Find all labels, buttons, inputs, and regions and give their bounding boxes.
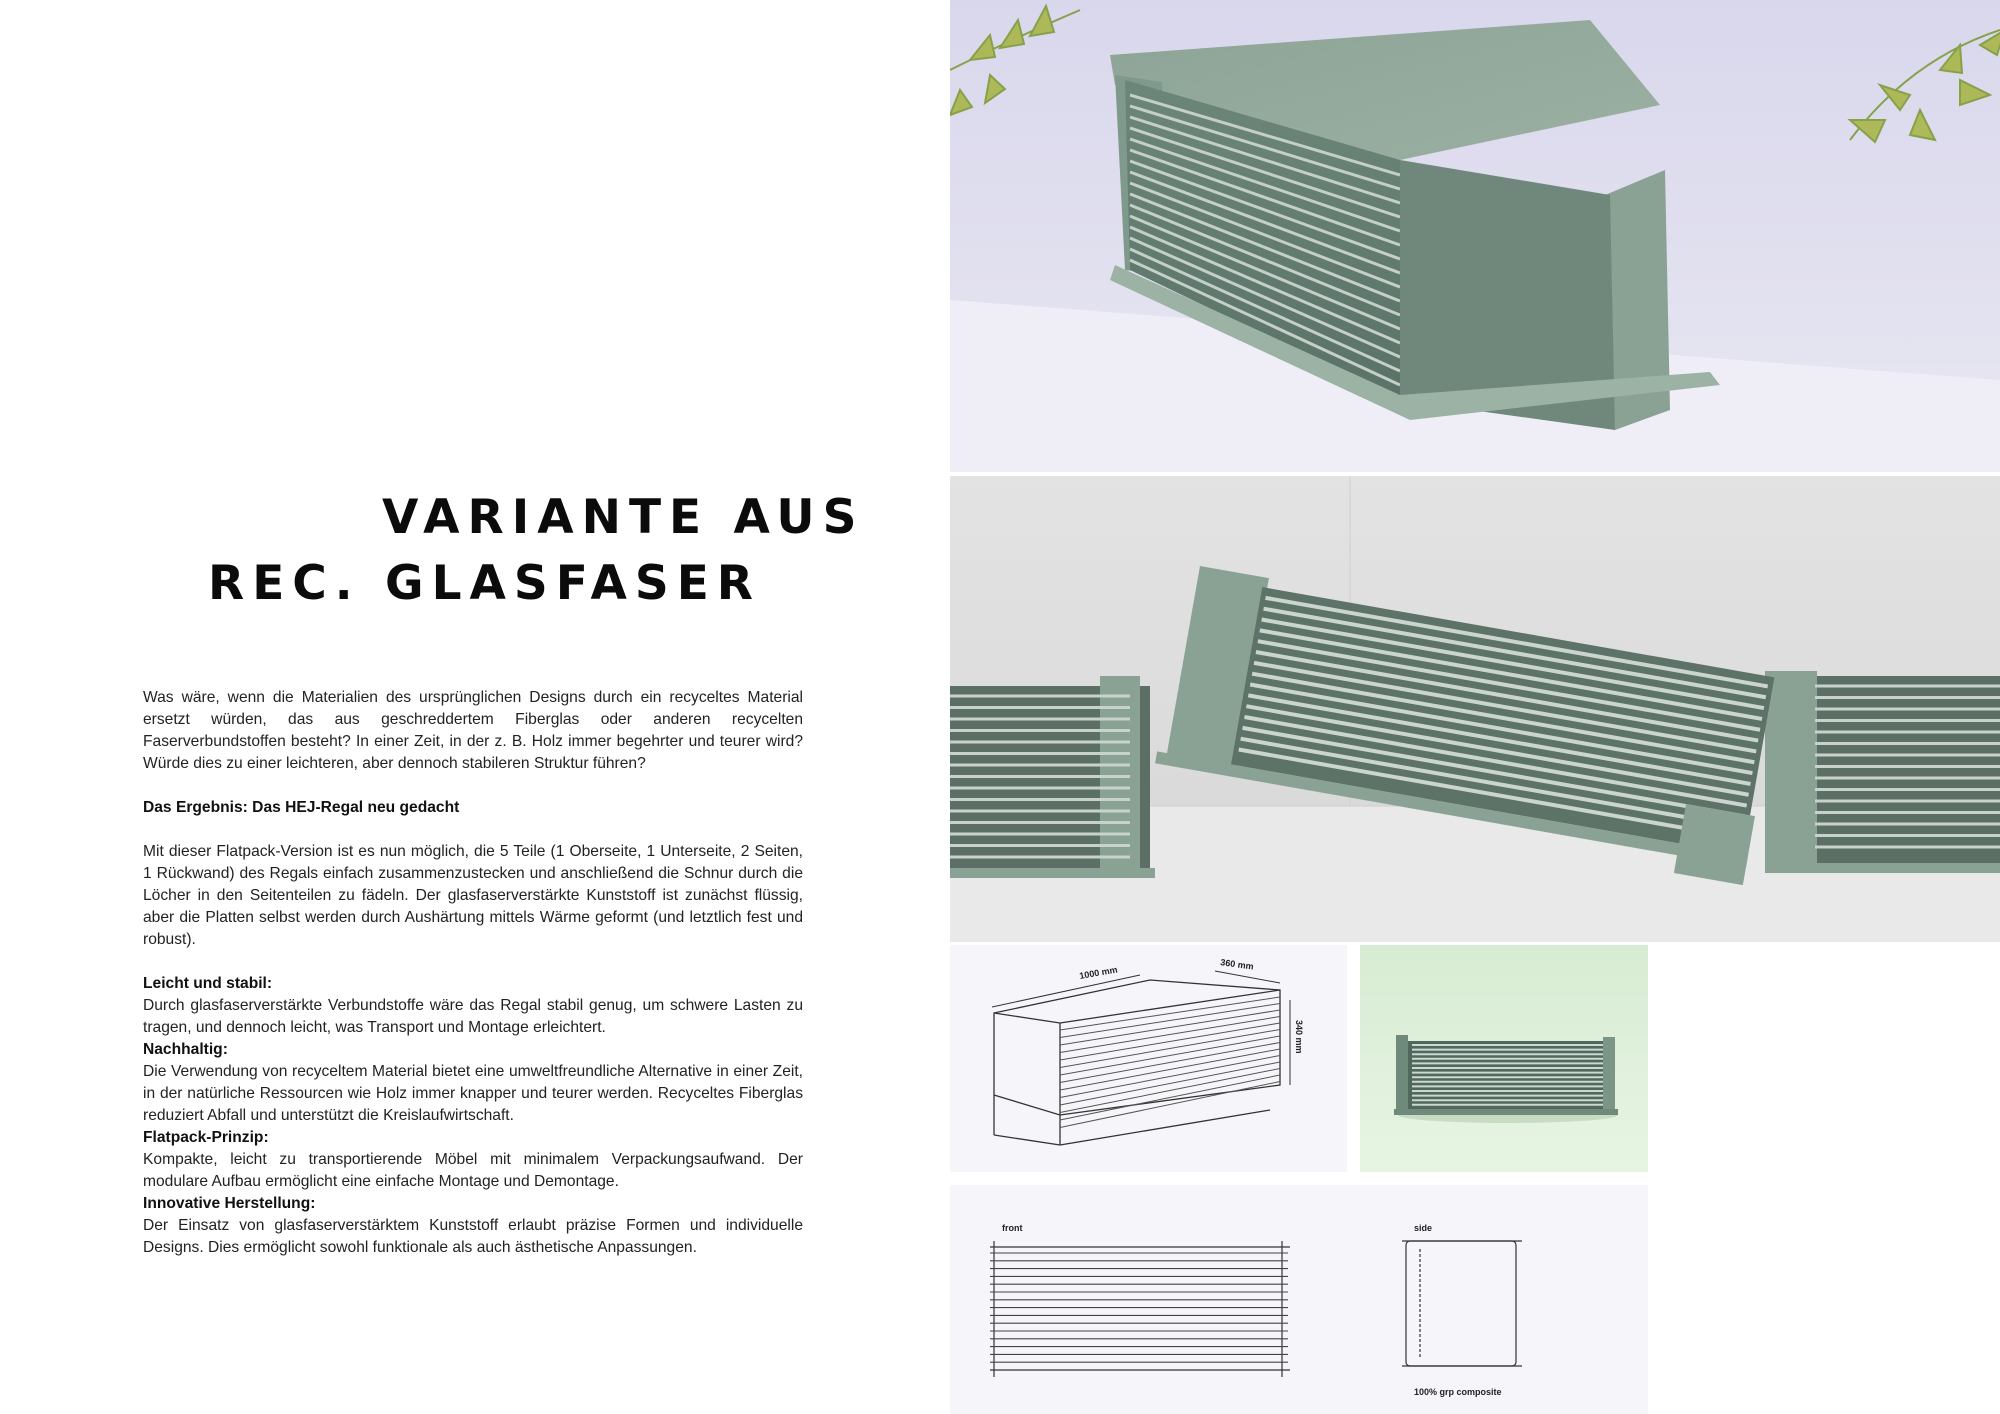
section-text-leicht: Durch glasfaserverstärkte Verbundstoffe wäre das Regal stabil genug, um schwere Lasten zu tragen, und dennoch leicht, was Transport und Montage erleichtert.: [143, 997, 803, 1036]
result-paragraph: Mit dieser Flatpack-Version ist es nun möglich, die 5 Teile (1 Oberseite, 1 Unterseite, 2 Seiten, 1 Rückwand) des Regals einfach zusammenzustecken und anschließend die Schnur durch die Löcher in den Seitenteilen zu fädeln. Der glasfaserverstärkte Kunststoff ist zunächst flüssig, aber die Platten selbst werden durch Aushärtung mittels Wärme geformt (und letztlich fest und robust).: [143, 843, 803, 948]
render-floating-shelves: [950, 476, 2000, 942]
section-text-herstellung: Der Einsatz von glasfaserverstärktem Kunststoff erlaubt präzise Formen und individuelle Designs. Dies ermöglicht sowohl funktionale als auch ästhetische Anpassungen.: [143, 1217, 803, 1256]
section-heading-leicht: Leicht und stabil:: [143, 975, 273, 992]
body-text: [143, 687, 803, 1259]
intro-paragraph: Was wäre, wenn die Materialien des ursprünglichen Designs durch ein recyceltes Material ersetzt würden, das aus geschreddertem Fiberglas oder anderen recycelten Faserverbundstoffen besteht? In einer Zeit, in der z. B. Holz immer begehrter und teurer wird? Würde dies zu einer leichteren, aber dennoch stabileren Struktur führen?: [143, 689, 803, 772]
depth-dimension-label: 360 mm: [1219, 957, 1255, 972]
width-dimension-label: 1000 mm: [1078, 964, 1119, 981]
page-title-line-2: REC. GLASFASER: [208, 556, 761, 611]
material-label: 100% grp composite: [1414, 1387, 1502, 1397]
section-heading-flatpack: Flatpack-Prinzip:: [143, 1129, 269, 1146]
side-view-label: side: [1414, 1223, 1433, 1233]
render-thumbnail-green: [1360, 945, 1648, 1172]
render-top-shelf: [950, 0, 2000, 472]
result-heading: Das Ergebnis: Das HEJ-Regal neu gedacht: [143, 799, 460, 816]
section-text-flatpack: Kompakte, leicht zu transportierende Möbel mit minimalem Verpackungsaufwand. Der modulare Aufbau ermöglicht eine einfache Montage und Demontage.: [143, 1151, 803, 1190]
front-view-label: front: [1002, 1223, 1023, 1233]
page-title-line-1: VARIANTE AUS: [382, 490, 865, 545]
slat-line: [1060, 1082, 1280, 1128]
front-side-drawing: [950, 1185, 1648, 1414]
slat-line: [1060, 1017, 1280, 1053]
slat-line: [1060, 997, 1280, 1030]
section-heading-nachhaltig: Nachhaltig:: [143, 1041, 228, 1058]
slat-line: [1060, 1069, 1280, 1113]
dimension-drawing: [950, 945, 1347, 1172]
section-text-nachhaltig: Die Verwendung von recyceltem Material bietet eine umweltfreundliche Alternative in einer Zeit, in der natürliche Ressourcen wie Holz immer knapper und teurer werden. Recyceltes Fiberglas reduziert Abfall und unterstützt die Kreislaufwirtschaft.: [143, 1063, 803, 1124]
section-heading-herstellung: Innovative Herstellung:: [143, 1195, 316, 1212]
slat-line: [1060, 1010, 1280, 1045]
height-dimension-label: 340 mm: [1294, 1020, 1304, 1054]
slat-line: [1060, 1004, 1280, 1038]
